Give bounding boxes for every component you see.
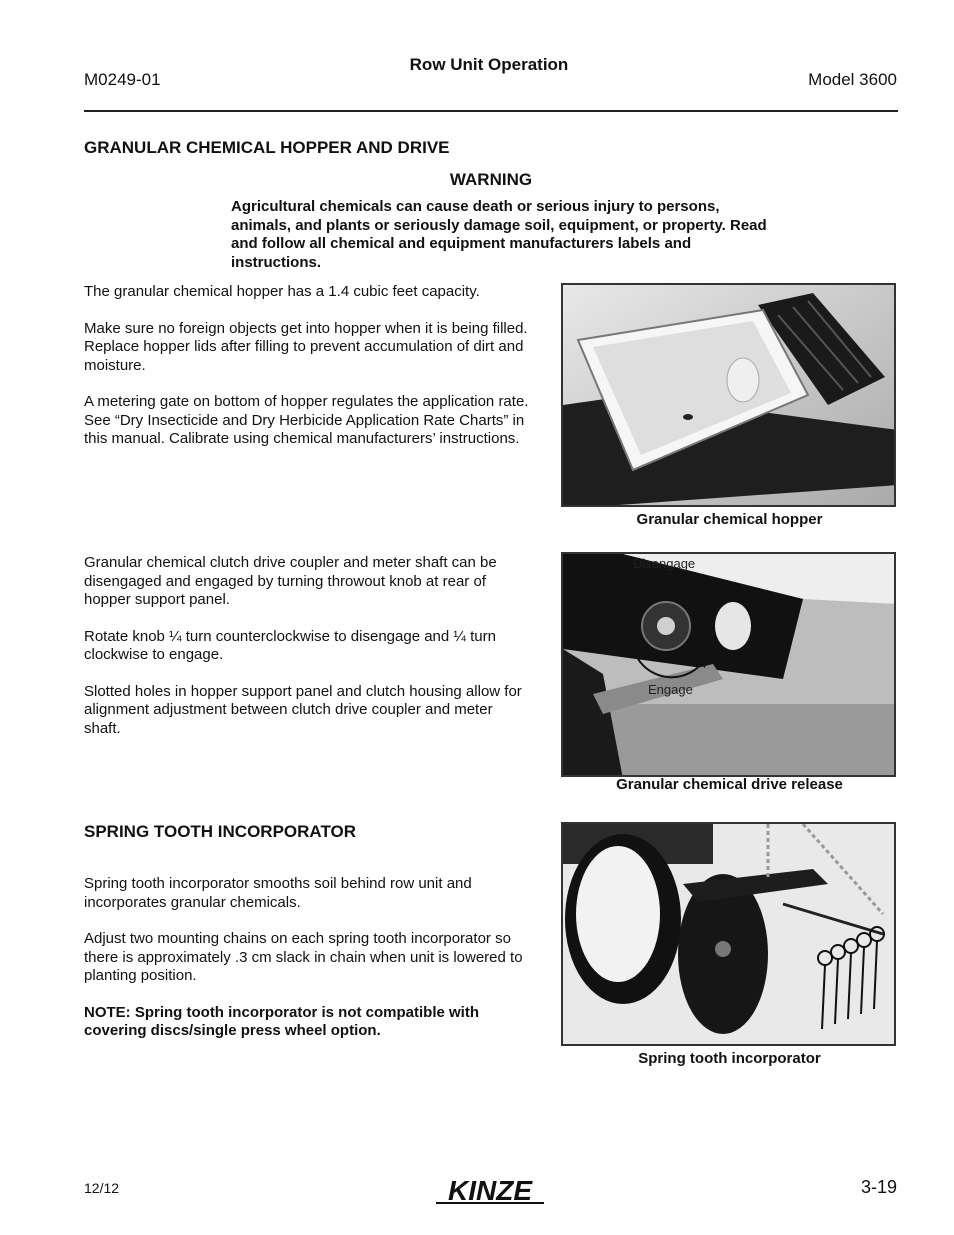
hopper-text-block	[84, 283, 529, 467]
paragraph: The granular chemical hopper has a 1.4 cubic feet capacity.	[84, 283, 480, 300]
note-text: NOTE: Spring tooth incorporator is not compatible with covering discs/single press wheel option.	[84, 1003, 479, 1039]
kinze-logo-icon	[430, 1172, 550, 1210]
label-engage: Engage	[648, 682, 693, 697]
kinze-logo	[430, 1172, 550, 1210]
label-disengage: Disengage	[633, 556, 696, 571]
footer-date: 12/12	[84, 1180, 120, 1196]
hopper-photo	[561, 283, 896, 507]
incorporator-photo	[561, 822, 896, 1046]
section-title-incorporator: SPRING TOOTH INCORPORATOR	[84, 822, 357, 841]
section-header: Row Unit Operation	[409, 55, 569, 74]
header-divider	[84, 110, 898, 112]
paragraph: A metering gate on bottom of hopper regulates the application rate. See “Dry Insecticide and Dry Herbicide Application Rate Charts” in this manual. Calibrate using chemical manufacturers’ instructions.	[84, 393, 529, 447]
paragraph: Granular chemical clutch drive coupler and meter shaft can be disengaged and engaged by turning throwout knob at rear of hopper support panel.	[84, 554, 497, 608]
figure-caption-hopper: Granular chemical hopper	[636, 511, 823, 528]
paragraph: Spring tooth incorporator smooths soil behind row unit and incorporates granular chemicals.	[84, 875, 472, 911]
paragraph: Slotted holes in hopper support panel and clutch housing allow for alignment adjustment between clutch drive coupler and meter shaft.	[84, 682, 522, 737]
paragraph: Rotate knob ¼ turn counterclockwise to disengage and ¼ turn clockwise to engage.	[84, 627, 496, 663]
drive-text-block	[84, 554, 529, 756]
figure-caption-drive-release: Granular chemical drive release	[616, 776, 843, 793]
logo-text: KINZE	[448, 1175, 532, 1206]
paragraph: Make sure no foreign objects get into hopper when it is being filled. Replace hopper lids after filling to prevent accumulation of dirt and moisture.	[84, 319, 528, 374]
figure-caption-incorporator: Spring tooth incorporator	[638, 1050, 821, 1067]
drive-release-illustration	[563, 554, 896, 777]
incorporator-text-block	[84, 875, 529, 1059]
hopper-illustration	[563, 285, 896, 507]
warning-title: WARNING	[449, 170, 533, 189]
section-title-hopper: GRANULAR CHEMICAL HOPPER AND DRIVE	[84, 138, 450, 157]
paragraph: Adjust two mounting chains on each spring tooth incorporator so there is approximately .3 cm slack in chain when unit is lowered to planting position.	[84, 930, 523, 984]
doc-number: M0249-01	[84, 70, 161, 89]
drive-release-photo	[561, 552, 896, 777]
page-number: 3-19	[860, 1177, 897, 1197]
incorporator-illustration	[563, 824, 896, 1046]
model-name: Model 3600	[808, 70, 897, 89]
warning-text: Agricultural chemicals can cause death or serious injury to persons, animals, and plants or seriously damage soil, equipment, or property. Read and follow all chemical and equipment manufacturers labels and instructions.	[231, 198, 767, 271]
